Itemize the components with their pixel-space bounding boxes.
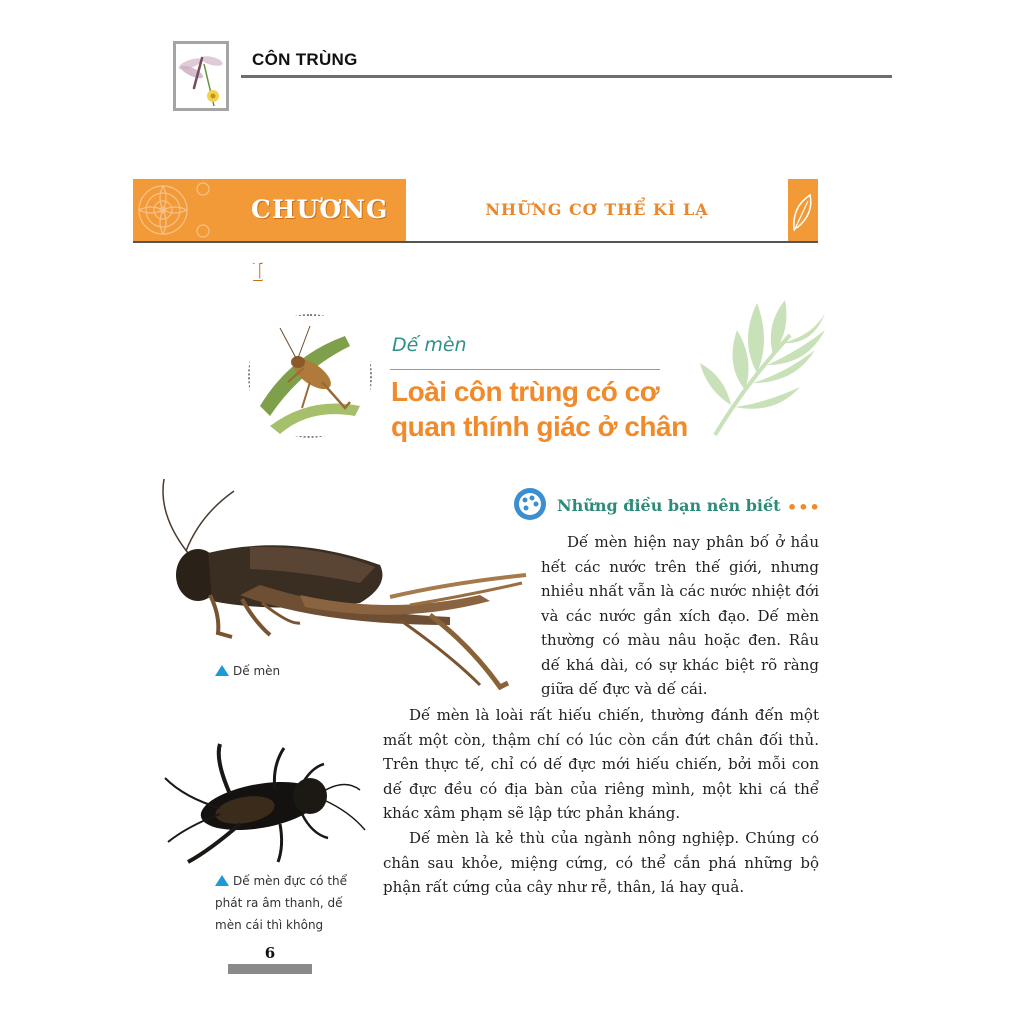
body-paragraph-1: Dế mèn hiện nay phân bố ở hầu hết các nước trên thế giới, nhưng nhiều nhất vẫn là các nước nhiệt đới và các nước gần xích đạo. Dế mèn thường có màu nâu hoặc đen. Râu dế khá dài, có sự khác biệt rõ ràng giữa dế đực và dế cái. (541, 533, 819, 698)
body-paragraph-2: Dế mèn là loài rất hiếu chiến, thường đánh đến một mất một còn, thậm chí có lúc còn cắn đứt chân đối thủ. Trên thực tế, chỉ có dế đực mới hiếu chiến, bởi mỗi con dế đực đều có địa bàn của riêng mình, một khi cá thể khác xâm phạm sẽ lập tức phản kháng. (383, 706, 819, 822)
palette-icon (513, 487, 547, 521)
chapter-label: CHƯƠNG I (251, 195, 389, 286)
cricket-side-photo (150, 475, 540, 700)
cricket-round-photo (248, 314, 372, 438)
dragonfly-icon (173, 41, 229, 111)
leaf-icon (788, 179, 818, 241)
body-paragraph-3: Dế mèn là kẻ thù của ngành nông nghiệp. Chúng có chân sau khỏe, miệng cứng, có thể cắn phá những bộ phận rất cứng của cây như rễ, thân, lá hay quả. (383, 829, 819, 896)
article-subtitle: Dế mèn (392, 334, 467, 356)
triangle-bullet-icon (215, 665, 229, 676)
know-box-title: Những điều bạn nên biết (557, 496, 781, 515)
caption-cricket (215, 664, 280, 678)
caption-1-text: Dế mèn (233, 664, 281, 678)
chapter-title: NHỮNG CƠ THỂ KÌ LẠ (485, 200, 709, 219)
running-header-title: CÔN TRÙNG (252, 50, 358, 69)
caption-cricket-male (215, 870, 365, 936)
chapter-leaf-box (788, 179, 818, 241)
caption-2-text: Dế mèn đực có thể phát ra âm thanh, dế mèn cái thì không (215, 874, 348, 932)
chapter-rule (133, 241, 818, 243)
leaf-branch-decoration (695, 295, 830, 445)
know-box-dots: ••• (787, 498, 821, 517)
chapter-band (133, 179, 406, 286)
page-number-bar (228, 964, 312, 974)
article-headline: Loài côn trùng có cơ quan thính giác ở chân (391, 376, 688, 442)
page-number: 6 (264, 944, 276, 962)
triangle-bullet-icon (215, 875, 229, 886)
header-rule (241, 75, 892, 78)
subtitle-rule (390, 369, 660, 370)
cricket-black-photo (160, 738, 370, 868)
